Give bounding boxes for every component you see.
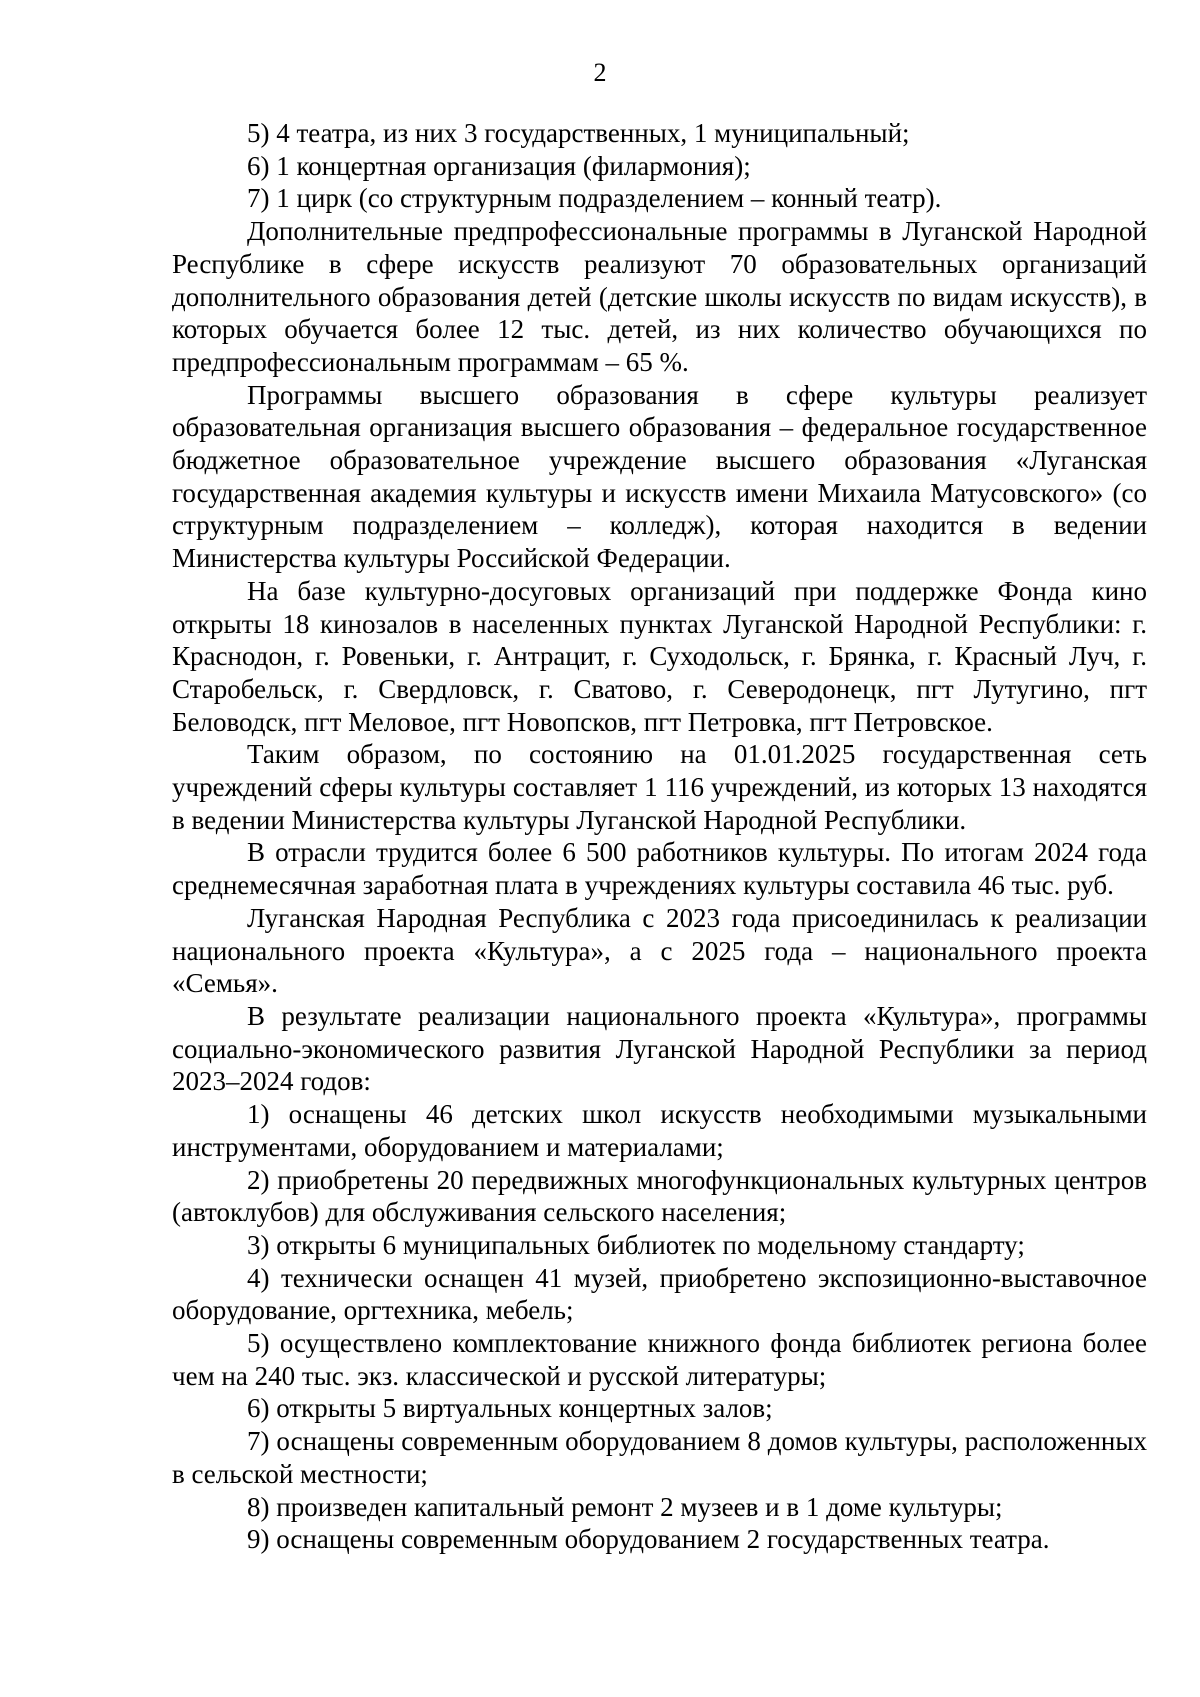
paragraph-workers-salary: В отрасли трудится более 6 500 работников культуры. По итогам 2024 года среднемесячная заработная плата в учреждениях культуры составила 46 тыс. руб. bbox=[172, 837, 1147, 901]
result-item-art-schools: 1) оснащены 46 детских школ искусств необходимыми музыкальными инструментами, оборудованием и материалами; bbox=[172, 1099, 1147, 1162]
result-item-libraries: 3) открыты 6 муниципальных библиотек по модельному стандарту; bbox=[247, 1229, 1025, 1260]
list-item-theatres: 5) 4 театра, из них 3 государственных, 1 муниципальный; bbox=[247, 118, 910, 148]
paragraph-preprofessional-programs: Дополнительные предпрофессиональные программы в Луганской Народной Республике в сфере искусств реализуют 70 образовательных организаций дополнительного образования детей (детские школы искусств по видам искусств), в которых обучается более 12 тыс. детей, из них количество обучающихся по предпрофессиональным программам – 65 %. bbox=[172, 216, 1147, 377]
paragraph-culture-network: Таким образом, по состоянию на 01.01.2025 государственная сеть учреждений сферы культуры составляет 1 116 учреждений, из которых 13 находятся в ведении Министерства культуры Луганской Народной Республики. bbox=[172, 739, 1147, 835]
result-item-theatre-equipment: 9) оснащены современным оборудованием 2 государственных театра. bbox=[247, 1524, 1050, 1555]
page-number: 2 bbox=[593, 58, 607, 87]
list-item-concert-organization: 6) 1 концертная организация (филармония); bbox=[247, 150, 751, 181]
paragraph-results-intro: В результате реализации национального проекта «Культура», программы социально-экономического развития Луганской Народной Республики за период 2023–2024 годов: bbox=[172, 1000, 1147, 1097]
result-item-autoclubs: 2) приобретены 20 передвижных многофункциональных культурных центров (автоклубов) для обслуживания сельского населения; bbox=[172, 1164, 1147, 1228]
result-item-culture-houses: 7) оснащены современным оборудованием 8 домов культуры, расположенных в сельской местности; bbox=[172, 1426, 1147, 1489]
result-item-repairs: 8) произведен капитальный ремонт 2 музеев и в 1 доме культуры; bbox=[247, 1491, 1003, 1522]
result-item-book-fund: 5) осуществлено комплектование книжного фонда библиотек региона более чем на 240 тыс. экз. классической и русской литературы; bbox=[172, 1328, 1147, 1391]
document-body bbox=[172, 117, 1147, 1556]
list-item-circus: 7) 1 цирк (со структурным подразделением – конный театр). bbox=[247, 183, 942, 214]
paragraph-national-projects: Луганская Народная Республика с 2023 года присоединилась к реализации национального проекта «Культура», а с 2025 года – национального проекта «Семья». bbox=[172, 902, 1147, 999]
result-item-museum-equipment: 4) технически оснащен 41 музей, приобретено экспозиционно-выставочное оборудование, оргтехника, мебель; bbox=[172, 1262, 1147, 1326]
result-item-virtual-halls: 6) открыты 5 виртуальных концертных залов; bbox=[247, 1393, 773, 1424]
paragraph-higher-education: Программы высшего образования в сфере культуры реализует образовательная организация высшего образования – федеральное государственное бюджетное образовательное учреждение высшего образования «Луганская государственная академия культуры и искусств имени Михаила Матусовского» (со структурным подразделением – колледж), которая находится в ведении Министерства культуры Российской Федерации. bbox=[172, 379, 1147, 574]
paragraph-cinema-halls: На базе культурно-досуговых организаций при поддержке Фонда кино открыты 18 кинозалов в населенных пунктах Луганской Народной Республики: г. Краснодон, г. Ровеньки, г. Антрацит, г. Суходольск, г. Брянка, г. Красный Луч, г. Старобельск, г. Свердловск, г. Сватово, г. Северодонецк, пгт Лутугино, пгт Беловодск, пгт Меловое, пгт Новопсков, пгт Петровка, пгт Петровское. bbox=[172, 575, 1147, 737]
